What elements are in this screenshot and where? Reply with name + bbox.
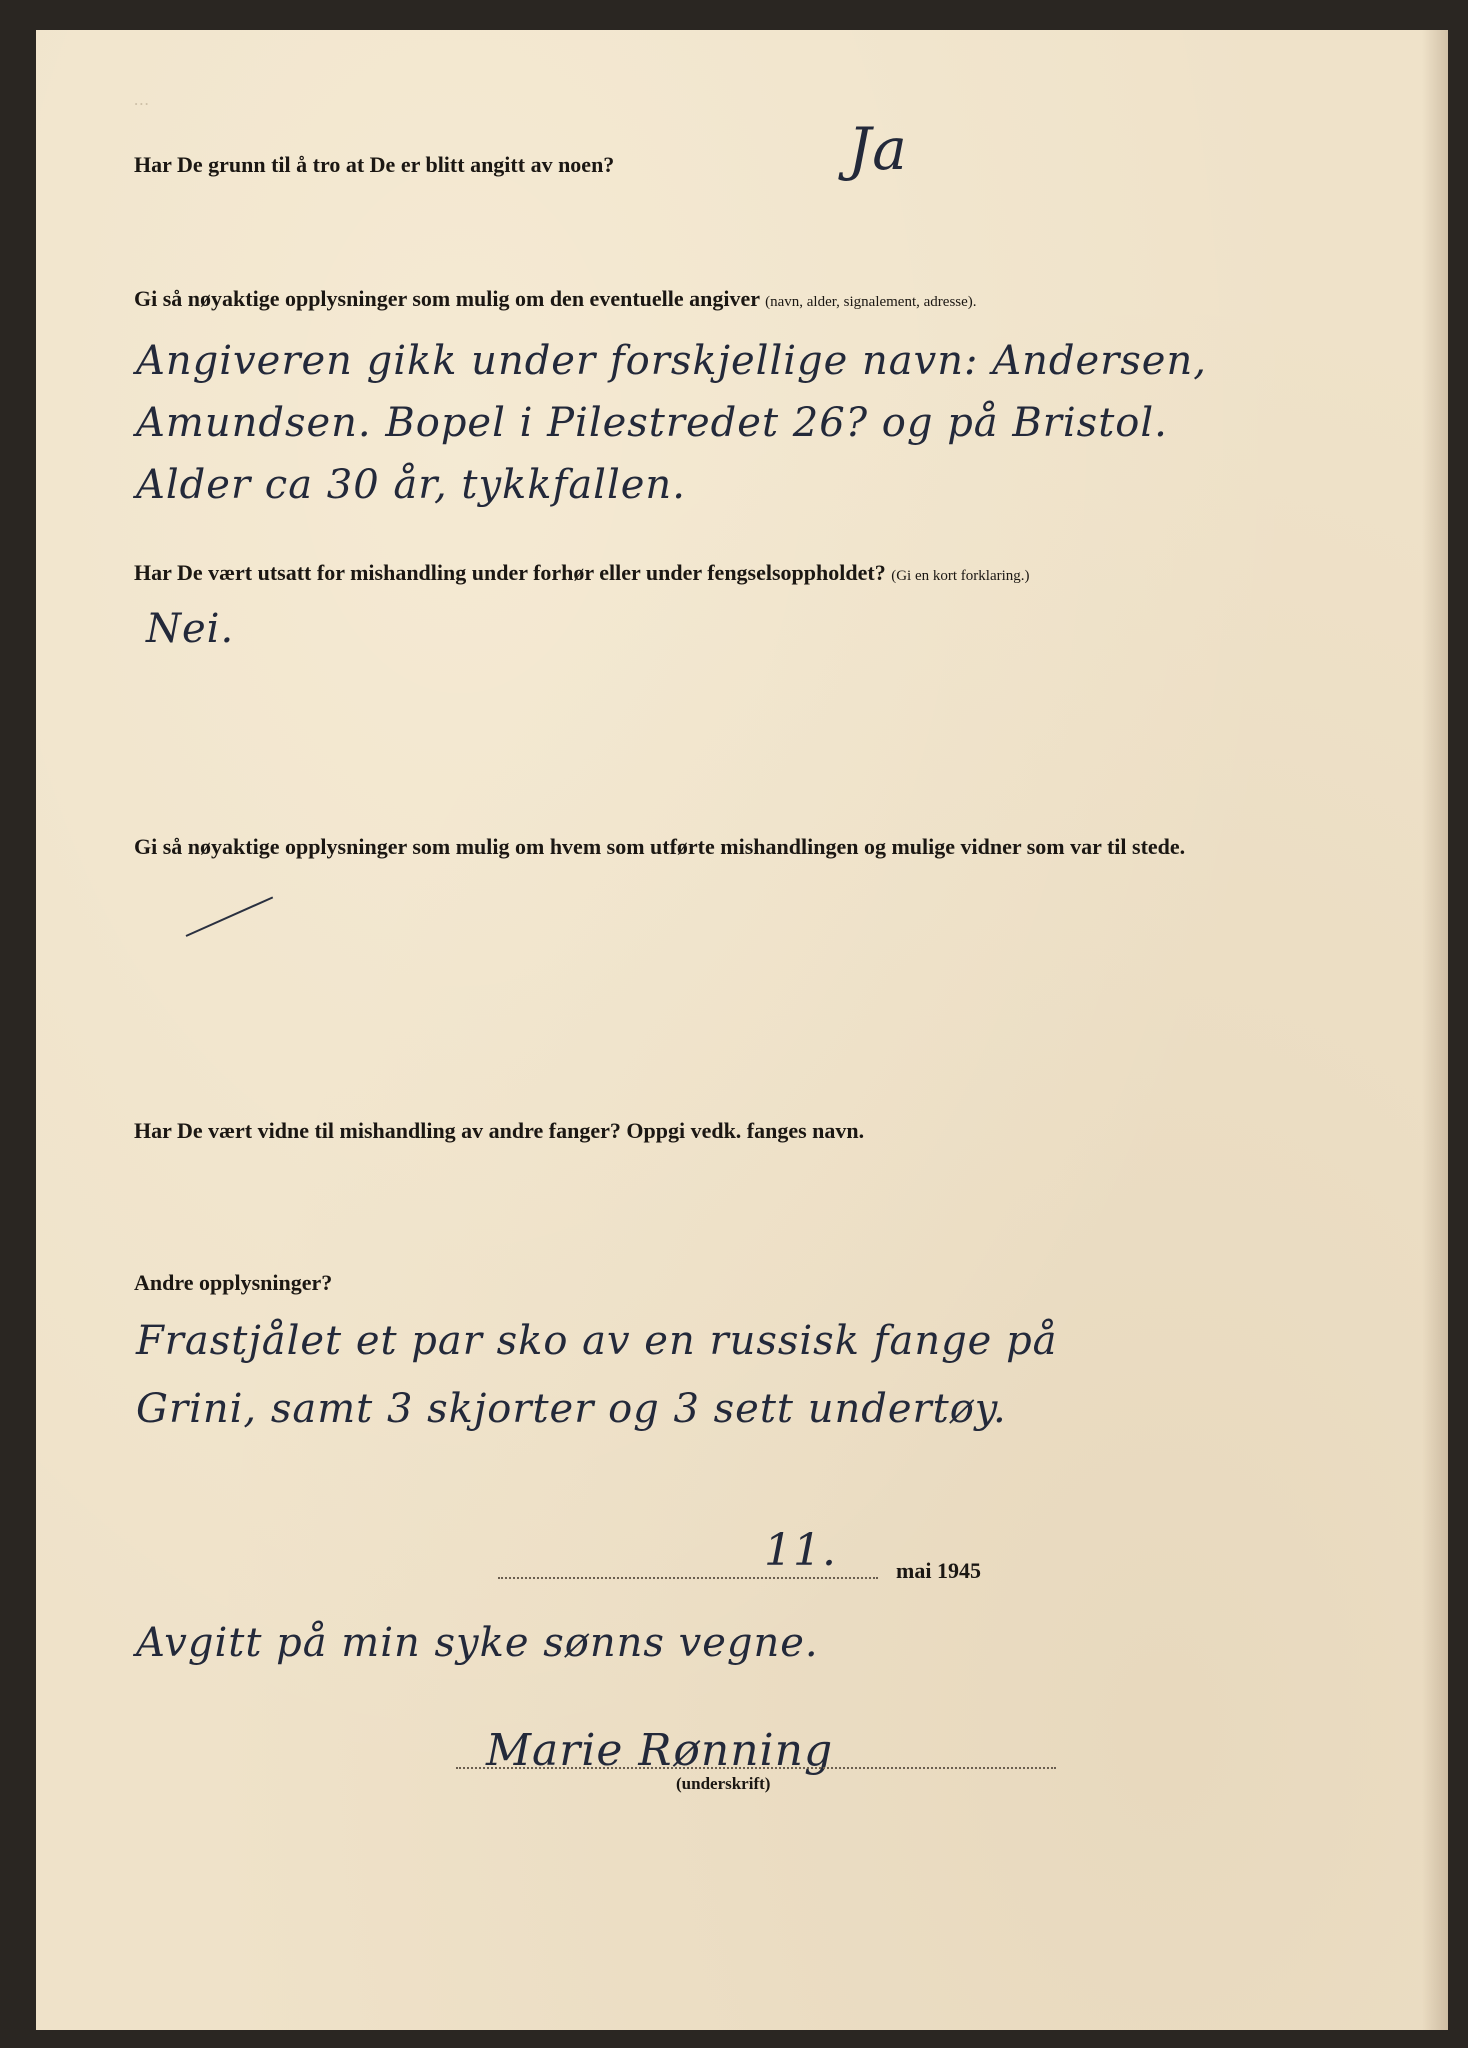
- question-mistreatment: [134, 556, 1394, 593]
- answer-informant-line-1: Angiveren gikk under forskjellige navn: Andersen,: [136, 338, 1207, 384]
- question-witness: [134, 1114, 1394, 1148]
- question-perpetrators-text: Gi så nøyaktige opplysninger som mulig om hvem som utførte mishandlingen og mulige vidner som var til stede.: [134, 834, 1186, 859]
- answer-perpetrators-dash: [186, 896, 274, 936]
- faint-header: ...: [134, 90, 150, 109]
- question-perpetrators: [134, 830, 1394, 864]
- question-other-text: Andre opplysninger?: [134, 1270, 333, 1295]
- question-reported-text: Har De grunn til å tro at De er blitt angitt av noen?: [134, 152, 615, 177]
- answer-informant-line-3: Alder ca 30 år, tykkfallen.: [136, 462, 686, 508]
- form-page: [36, 30, 1448, 2030]
- question-mistreatment-note: (Gi en kort forklaring.): [891, 568, 1030, 584]
- date-day: 11.: [764, 1525, 837, 1576]
- question-mistreatment-text: Har De vært utsatt for mishandling under forhør eller under fengselsoppholdet?: [134, 560, 886, 585]
- answer-reported: Ja: [848, 115, 908, 183]
- answer-informant-line-2: Amundsen. Bopel i Pilestredet 26? og på Bristol.: [136, 400, 1168, 446]
- question-other: [134, 1266, 1394, 1300]
- page-edge-shadow: [1422, 30, 1448, 2030]
- answer-mistreatment: Nei.: [146, 606, 235, 652]
- question-witness-text: Har De vært vidne til mishandling av andre fanger? Oppgi vedk. fanges navn.: [134, 1118, 865, 1143]
- statement: Avgitt på min syke sønns vegne.: [136, 1620, 819, 1666]
- question-informant-note: (navn, alder, signalement, adresse).: [765, 294, 977, 310]
- question-informant: [134, 282, 1394, 319]
- answer-other-line-2: Grini, samt 3 skjorter og 3 sett undertøy.: [136, 1386, 1007, 1432]
- question-reported: [134, 148, 1394, 182]
- date-suffix: mai 1945: [896, 1558, 981, 1583]
- answer-other-line-1: Frastjålet et par sko av en russisk fange på: [136, 1318, 1058, 1364]
- question-informant-text: Gi så nøyaktige opplysninger som mulig om den eventuelle angiver: [134, 286, 760, 311]
- signature-label: (underskrift): [676, 1774, 771, 1793]
- signature: Marie Rønning: [486, 1725, 834, 1776]
- signature-line: [456, 1767, 1056, 1769]
